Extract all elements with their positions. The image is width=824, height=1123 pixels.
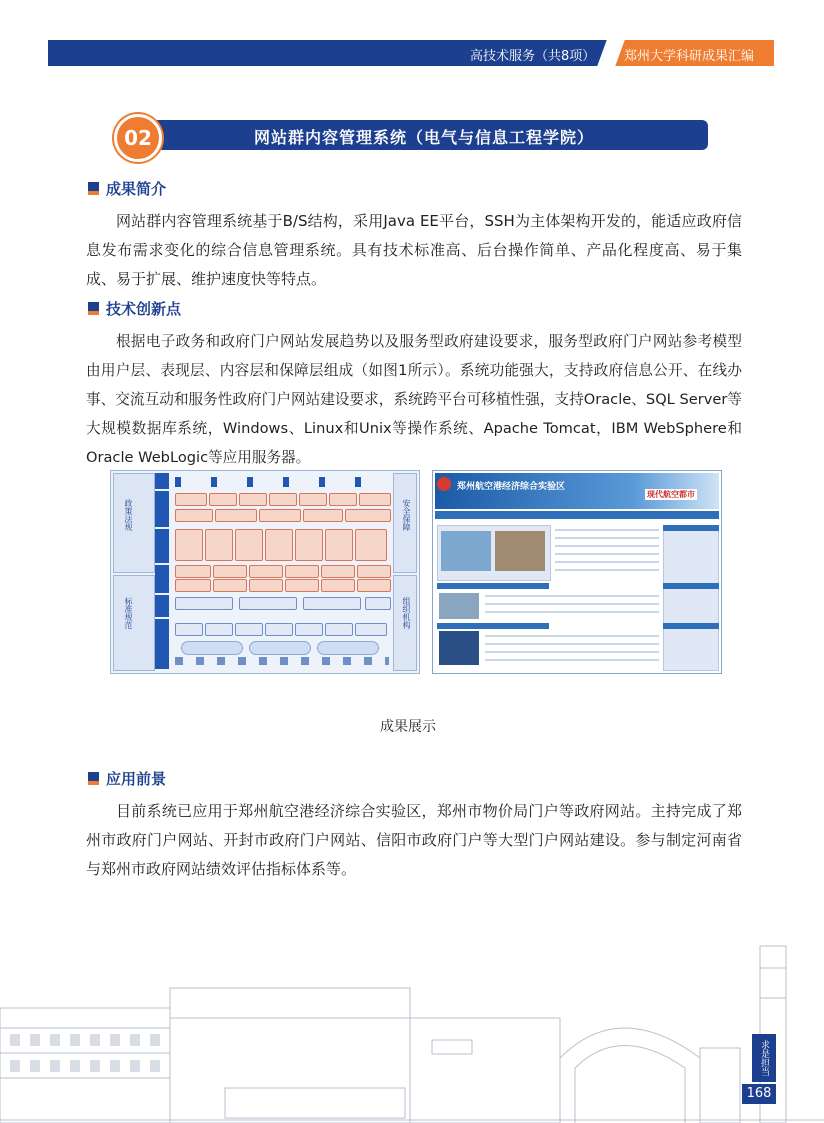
intro-heading: 成果简介	[88, 178, 166, 199]
section-header	[437, 583, 549, 589]
section-header	[437, 623, 549, 629]
service-module	[321, 579, 355, 592]
news-line	[555, 569, 659, 571]
module	[205, 529, 233, 561]
campus-skyline-illustration	[0, 928, 824, 1123]
heading-marker-icon	[88, 182, 99, 195]
module	[235, 529, 263, 561]
policy-column	[113, 473, 155, 573]
db-module	[295, 623, 323, 636]
layer-label	[155, 529, 169, 563]
header-collection-title: 郑州大学科研成果汇编	[624, 49, 755, 64]
service-module	[249, 579, 283, 592]
db-module	[325, 623, 353, 636]
layer-label	[155, 595, 169, 617]
service-module	[249, 565, 283, 578]
news-line	[555, 561, 659, 563]
heading-marker-icon	[88, 302, 99, 315]
db-module	[205, 623, 233, 636]
side-label-policy: 政策法规	[124, 499, 133, 531]
module	[175, 509, 213, 522]
architecture-diagram	[110, 470, 420, 674]
module	[329, 493, 357, 506]
portal-nav-bar	[435, 511, 719, 519]
module	[175, 529, 203, 561]
news-line	[555, 545, 659, 547]
data-module	[175, 597, 233, 610]
news-photo	[439, 593, 479, 619]
layer-label	[155, 473, 169, 489]
news-photo	[441, 531, 491, 571]
emblem-icon	[437, 477, 451, 491]
network-cloud-icon	[317, 641, 379, 655]
device-icons-row	[175, 657, 389, 665]
section-header	[663, 525, 719, 531]
innovation-heading: 技术创新点	[88, 298, 181, 319]
news-line	[485, 603, 659, 605]
service-module	[357, 579, 391, 592]
news-line	[555, 529, 659, 531]
module	[345, 509, 391, 522]
module	[265, 529, 293, 561]
module	[239, 493, 267, 506]
heading-marker-icon	[88, 772, 99, 785]
portal-screenshot	[432, 470, 722, 674]
service-module	[175, 565, 211, 578]
news-line	[485, 611, 659, 613]
standards-column	[113, 575, 155, 671]
innovation-paragraph: 根据电子政务和政府门户网站发展趋势以及服务型政府建设要求，服务型政府门户网站参考模型由用户层、表现层、内容层和保障层组成（如图1所示）。系统功能强大，支持政府信息公开、在线办事、交流互动和服务性政府门户网站建设要求，系统跨平台可移植性强，支持Oracle、SQL Server等大规模数据库系统，Windows、Linux和Unix等操作系统、Apache Tomcat，IBM WebSphere和Oracle WebLogic等应用服务器。	[86, 333, 742, 466]
network-cloud-icon	[249, 641, 311, 655]
side-label-standards: 标准规范	[124, 597, 133, 629]
service-module	[285, 565, 319, 578]
portal-title: 郑州航空港经济综合实验区	[457, 482, 566, 492]
module	[325, 529, 353, 561]
news-line	[485, 651, 659, 653]
news-line	[485, 635, 659, 637]
service-module	[285, 579, 319, 592]
module	[359, 493, 391, 506]
module	[215, 509, 257, 522]
figure-caption: 成果展示	[380, 719, 436, 735]
application-paragraph: 目前系统已应用于郑州航空港经济综合实验区，郑州市物价局门户等政府网站。主持完成了郑州市政府门户网站、开封市政府门户网站、信阳市政府门户等大型门户网站建设。参与制定河南省与郑州市政府网站绩效评估指标体系等。	[86, 802, 742, 878]
service-module	[175, 579, 211, 592]
module	[295, 529, 323, 561]
db-module	[175, 623, 203, 636]
news-line	[555, 553, 659, 555]
network-cloud-icon	[181, 641, 243, 655]
section-header	[663, 583, 719, 589]
service-module	[213, 579, 247, 592]
sidebar-panel	[663, 525, 719, 671]
layer-label	[155, 491, 169, 527]
service-module	[213, 565, 247, 578]
service-module	[321, 565, 355, 578]
intro-paragraph: 网站群内容管理系统基于B/S结构，采用Java EE平台，SSH为主体架构开发的，能适应政府信息发布需求变化的综合信息管理系统。具有技术标准高、后台操作简单、产品化程度高、易于集成、易于扩展、维护速度快等特点。	[86, 212, 742, 288]
application-heading: 应用前景	[88, 768, 166, 789]
layer-label	[155, 619, 169, 669]
data-module	[303, 597, 361, 610]
video-thumbnail	[439, 631, 479, 665]
module	[259, 509, 301, 522]
header-category: 高技术服务（共8项）	[470, 49, 596, 64]
motto-seal: 求是担当	[752, 1034, 776, 1082]
data-module	[239, 597, 297, 610]
data-module	[365, 597, 391, 610]
db-module	[265, 623, 293, 636]
module	[355, 529, 387, 561]
news-line	[485, 643, 659, 645]
db-module	[235, 623, 263, 636]
side-label-security: 安全保障	[402, 499, 411, 531]
news-line	[555, 537, 659, 539]
module	[303, 509, 343, 522]
portal-subtitle: 现代航空都市	[647, 490, 695, 499]
module	[299, 493, 327, 506]
service-module	[357, 565, 391, 578]
section-title: 网站群内容管理系统（电气与信息工程学院）	[253, 128, 594, 147]
news-line	[485, 659, 659, 661]
section-number: 02	[114, 114, 162, 162]
module	[269, 493, 297, 506]
section-header	[663, 623, 719, 629]
module	[209, 493, 237, 506]
layer-label	[155, 565, 169, 593]
side-label-organization: 组织机构	[402, 597, 411, 629]
db-module	[355, 623, 387, 636]
news-photo	[495, 531, 545, 571]
module	[175, 493, 207, 506]
news-line	[485, 595, 659, 597]
page-number: 168	[742, 1084, 776, 1104]
user-types-row	[175, 477, 391, 487]
